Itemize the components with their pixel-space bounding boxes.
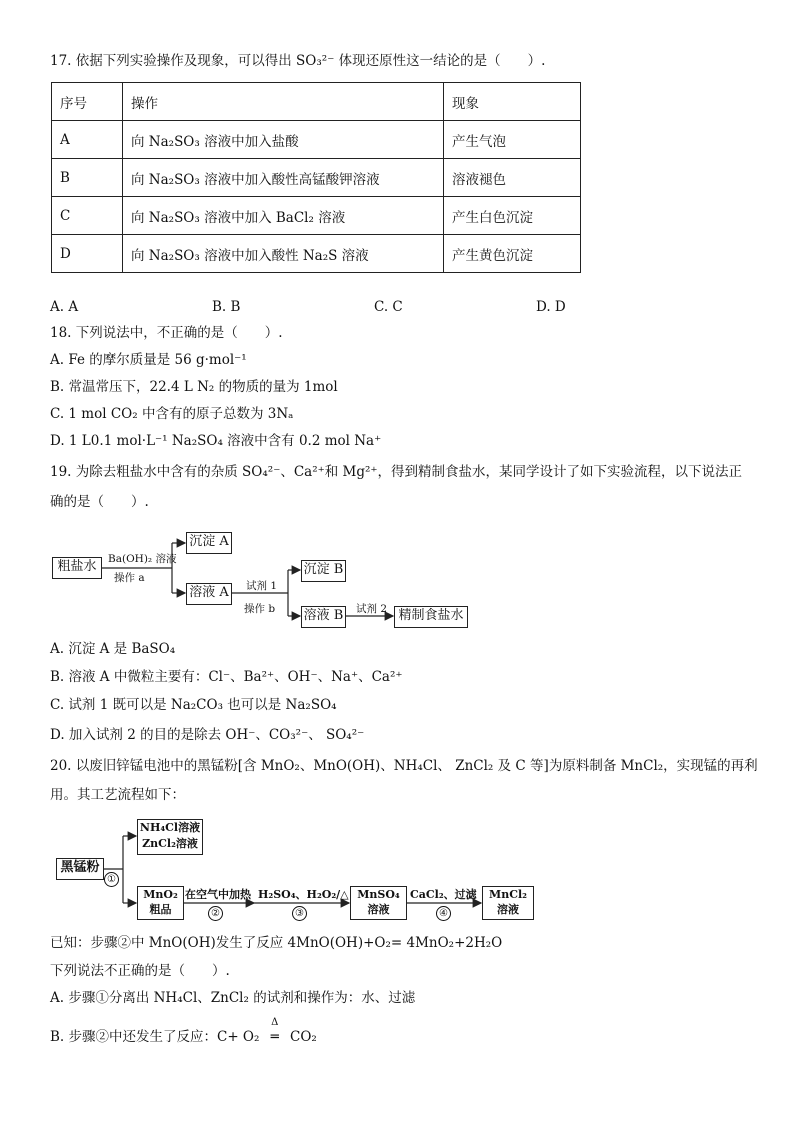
q20-sub-stem: 下列说法不正确的是（ ）. (50, 963, 230, 979)
q19-option-d[interactable]: D. 加入试剂 2 的目的是除去 OH⁻、CO₃²⁻、 SO₄²⁻ (50, 727, 365, 743)
flow-label-op-a: 操作 a (114, 572, 145, 584)
q17-option-b[interactable]: B. B (212, 299, 241, 315)
table-cell: A (52, 121, 123, 159)
flow-box-refined-brine: 精制食盐水 (394, 606, 468, 628)
q17-option-d[interactable]: D. D (536, 299, 566, 315)
q19-stem-line1: 19. 为除去粗盐水中含有的杂质 SO₄²⁻、Ca²⁺和 Mg²⁺，得到精制食盐水，某同学设计了如下实验流程，以下说法正 (50, 464, 743, 480)
flow-box-nh4cl-zncl2 (137, 819, 203, 855)
q18-option-c[interactable]: C. 1 mol CO₂ 中含有的原子总数为 3Nₐ (50, 406, 294, 422)
flow-box-mncl2-solution (482, 886, 534, 920)
table-cell: 产生白色沉淀 (444, 197, 581, 235)
flow-box-mno2-crude (137, 886, 184, 920)
table-cell: 向 Na₂SO₃ 溶液中加入盐酸 (123, 121, 444, 159)
step-3-label: ③ (292, 906, 307, 921)
q18-option-d[interactable]: D. 1 L0.1 mol·L⁻¹ Na₂SO₄ 溶液中含有 0.2 mol Na⁺ (50, 433, 382, 449)
step-2-marker (208, 906, 223, 921)
equals-sign: ═ (270, 1029, 279, 1045)
step-4-label: ④ (436, 906, 451, 921)
q20-stem-line2: 用。其工艺流程如下： (50, 787, 185, 803)
header-cell: 序号 (52, 83, 123, 121)
table-cell: C (52, 197, 123, 235)
reaction-arrow (264, 1017, 286, 1046)
step-3-marker (292, 906, 307, 921)
table-cell: 向 Na₂SO₃ 溶液中加入 BaCl₂ 溶液 (123, 197, 444, 235)
flow-box-crude-brine: 粗盐水 (52, 557, 102, 579)
q18-option-b[interactable]: B. 常温常压下，22.4 L N₂ 的物质的量为 1mol (50, 379, 338, 395)
table-cell: B (52, 159, 123, 197)
flow-label-reagent-1: 试剂 1 (246, 580, 278, 592)
flow-box-line: MnCl₂ (489, 888, 527, 901)
flow-label-heat-air: 在空气中加热 (185, 888, 251, 901)
flow-box-precip-a: 沉淀 A (186, 532, 232, 554)
q20-option-b[interactable] (50, 1017, 317, 1046)
flow-box-line: MnO₂ (143, 888, 178, 901)
flow-box-black-mn-powder: 黑锰粉 (56, 858, 104, 880)
q19-stem-line2: 确的是（ ）. (50, 494, 149, 510)
step-4-marker (436, 906, 451, 921)
table-cell: D (52, 235, 123, 273)
q19-option-b[interactable]: B. 溶液 A 中微粒主要有：Cl⁻、Ba²⁺、OH⁻、Na⁺、Ca²⁺ (50, 669, 403, 685)
step-2-label: ② (208, 906, 223, 921)
flow-label-reagent-a: Ba(OH)₂ 溶液 (108, 553, 177, 565)
table-cell: 向 Na₂SO₃ 溶液中加入酸性 Na₂S 溶液 (123, 235, 444, 273)
flow-label-h2so4-h2o2: H₂SO₄、H₂O₂/△ (258, 888, 349, 901)
step-1-label: ① (104, 872, 119, 887)
q17-option-a[interactable]: A. A (50, 299, 79, 315)
step-1-marker (104, 872, 119, 887)
q18-option-a[interactable]: A. Fe 的摩尔质量是 56 g·mol⁻¹ (50, 352, 247, 368)
q17-stem: 17. 依据下列实验操作及现象，可以得出 SO₃²⁻ 体现还原性这一结论的是（ ）. (50, 53, 546, 69)
table-cell: 产生黄色沉淀 (444, 235, 581, 273)
q20-option-b-suffix: CO₂ (290, 1029, 317, 1045)
q20-stem-line1: 20. 以废旧锌锰电池中的黑锰粉[含 MnO₂、MnO(OH)、NH₄Cl、 ZnCl₂ 及 C 等]为原料制备 MnCl₂，实现锰的再利 (50, 758, 758, 774)
flow-box-line: 溶液 (367, 903, 390, 916)
q20-option-a[interactable]: A. 步骤①分离出 NH₄Cl、ZnCl₂ 的试剂和操作为：水、过滤 (50, 990, 416, 1006)
flow-label-op-b: 操作 b (244, 603, 276, 615)
flow-box-precip-b: 沉淀 B (301, 560, 346, 582)
table-cell: 向 Na₂SO₃ 溶液中加入酸性高锰酸钾溶液 (123, 159, 444, 197)
flow-label-reagent-2: 试剂 2 (356, 603, 388, 615)
header-cell: 操作 (123, 83, 444, 121)
flow-box-solution-b: 溶液 B (301, 606, 346, 628)
flow-box-line: ZnCl₂溶液 (142, 837, 198, 850)
q17-option-c[interactable]: C. C (374, 299, 403, 315)
q20-known: 已知：步骤②中 MnO(OH)发生了反应 4MnO(OH)+O₂= 4MnO₂+2H₂O (50, 935, 503, 951)
flow-box-line: NH₄Cl溶液 (139, 821, 201, 834)
flow-box-line: 溶液 (497, 903, 519, 916)
table-cell: 产生气泡 (444, 121, 581, 159)
table-cell: 溶液褪色 (444, 159, 581, 197)
flow-box-solution-a: 溶液 A (186, 583, 232, 605)
flow-box-line: 粗品 (149, 903, 172, 916)
flow-box-mnso4-solution (350, 886, 407, 920)
header-cell: 现象 (444, 83, 581, 121)
q19-option-c[interactable]: C. 试剂 1 既可以是 Na₂CO₃ 也可以是 Na₂SO₄ (50, 697, 337, 713)
flow-label-cacl2-filter: CaCl₂、过滤 (410, 888, 477, 901)
flow-box-line: MnSO₄ (357, 888, 400, 901)
q20-option-b-prefix: B. 步骤②中还发生了反应：C+ O₂ (50, 1029, 260, 1045)
q18-stem: 18. 下列说法中，不正确的是（ ）. (50, 325, 283, 341)
heat-symbol: Δ (271, 1017, 279, 1028)
q19-option-a[interactable]: A. 沉淀 A 是 BaSO₄ (50, 641, 176, 657)
